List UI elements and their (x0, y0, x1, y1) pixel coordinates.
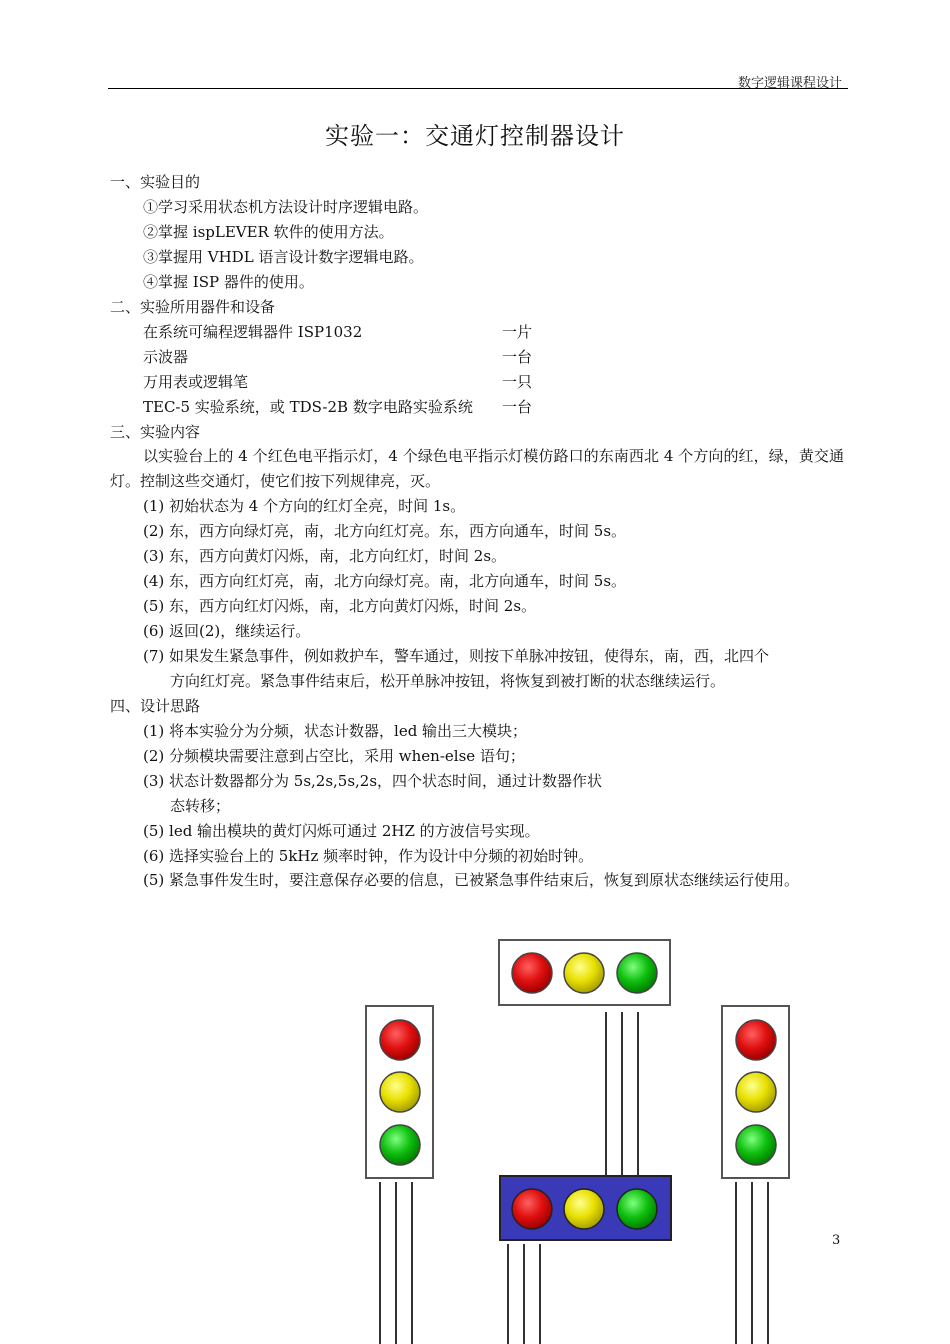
list-item-continuation: 方向红灯亮。紧急事件结束后，松开单脉冲按钮，将恢复到被打断的状态继续运行。 (170, 672, 726, 690)
yellow-light-icon (564, 953, 604, 993)
east-signal (722, 1006, 789, 1344)
list-item: (2) 分频模块需要注意到占空比，采用 when-else 语句； (143, 747, 525, 765)
list-item: (4) 东，西方向红灯亮，南，北方向绿灯亮。南，北方向通车，时间 5s。 (143, 572, 627, 590)
list-item: (1) 将本实验分为分频，状态计数器，led 输出三大模块； (143, 722, 528, 740)
header-rule (108, 88, 848, 89)
traffic-light-diagram (0, 930, 950, 1344)
section-heading-2: 二、实验所用器件和设备 (110, 298, 276, 316)
west-signal (366, 1006, 433, 1344)
section-heading-1: 一、实验目的 (110, 173, 201, 191)
equipment-name: 在系统可编程逻辑器件 ISP1032 (143, 323, 363, 341)
red-light-icon (380, 1020, 420, 1060)
list-item: (7) 如果发生紧急事件，例如救护车，警车通过，则按下单脉冲按钮，使得东，南，西，北四个 (143, 647, 770, 665)
yellow-light-icon (380, 1072, 420, 1112)
green-light-icon (736, 1125, 776, 1165)
yellow-light-icon (736, 1072, 776, 1112)
list-item: (5) led 输出模块的黄灯闪烁可通过 2HZ 的方波信号实现。 (143, 822, 540, 840)
intro-paragraph: 以实验台上的 4 个红色电平指示灯，4 个绿色电平指示灯模仿路口的东南西北 4 个方向的红，绿，黄交通灯。控制这些交通灯，使它们按下列规律亮，灭。 (110, 447, 844, 490)
list-item: (1) 初始状态为 4 个方向的红灯全亮，时间 1s。 (143, 497, 466, 515)
equipment-qty: 一片 (502, 323, 533, 341)
green-light-icon (617, 953, 657, 993)
list-item: (3) 状态计数器都分为 5s,2s,5s,2s，四个状态时间，通过计数器作状 (143, 772, 603, 790)
page-number: 3 (832, 1233, 841, 1248)
section-heading-4: 四、设计思路 (110, 697, 201, 715)
list-item: (6) 选择实验台上的 5kHz 频率时钟，作为设计中分频的初始时钟。 (143, 847, 594, 865)
list-item: (6) 返回(2)，继续运行。 (143, 622, 311, 640)
running-header: 数字逻辑课程设计 (737, 76, 842, 91)
north-signal (499, 940, 670, 1175)
section-heading-3: 三、实验内容 (110, 423, 201, 441)
page-title: 实验一：交通灯控制器设计 (325, 122, 625, 150)
list-item: ④掌握 ISP 器件的使用。 (143, 273, 314, 291)
equipment-qty: 一台 (502, 398, 533, 416)
list-item: ③掌握用 VHDL 语言设计数字逻辑电路。 (143, 248, 424, 266)
equipment-name: 万用表或逻辑笔 (143, 373, 249, 391)
south-signal (500, 1176, 671, 1344)
red-light-icon (736, 1020, 776, 1060)
list-item: (5) 东，西方向红灯闪烁，南，北方向黄灯闪烁，时间 2s。 (143, 597, 537, 615)
list-item: ①学习采用状态机方法设计时序逻辑电路。 (143, 198, 429, 216)
red-light-icon (512, 953, 552, 993)
final-paragraph: (5) 紧急事件发生时，要注意保存必要的信息，已被紧急事件结束后，恢复到原状态继续运行使用。 (143, 871, 800, 889)
equipment-name: 示波器 (143, 348, 189, 366)
yellow-light-icon (564, 1189, 604, 1229)
red-light-icon (512, 1189, 552, 1229)
equipment-qty: 一台 (502, 348, 533, 366)
list-item-continuation: 态转移； (170, 797, 231, 815)
green-light-icon (380, 1125, 420, 1165)
equipment-qty: 一只 (502, 373, 533, 391)
list-item: (2) 东，西方向绿灯亮，南，北方向红灯亮。东，西方向通车，时间 5s。 (143, 522, 627, 540)
green-light-icon (617, 1189, 657, 1229)
list-item: ②掌握 ispLEVER 软件的使用方法。 (143, 223, 394, 241)
equipment-name: TEC-5 实验系统，或 TDS-2B 数字电路实验系统 (143, 398, 473, 416)
list-item: (3) 东，西方向黄灯闪烁，南，北方向红灯，时间 2s。 (143, 547, 507, 565)
